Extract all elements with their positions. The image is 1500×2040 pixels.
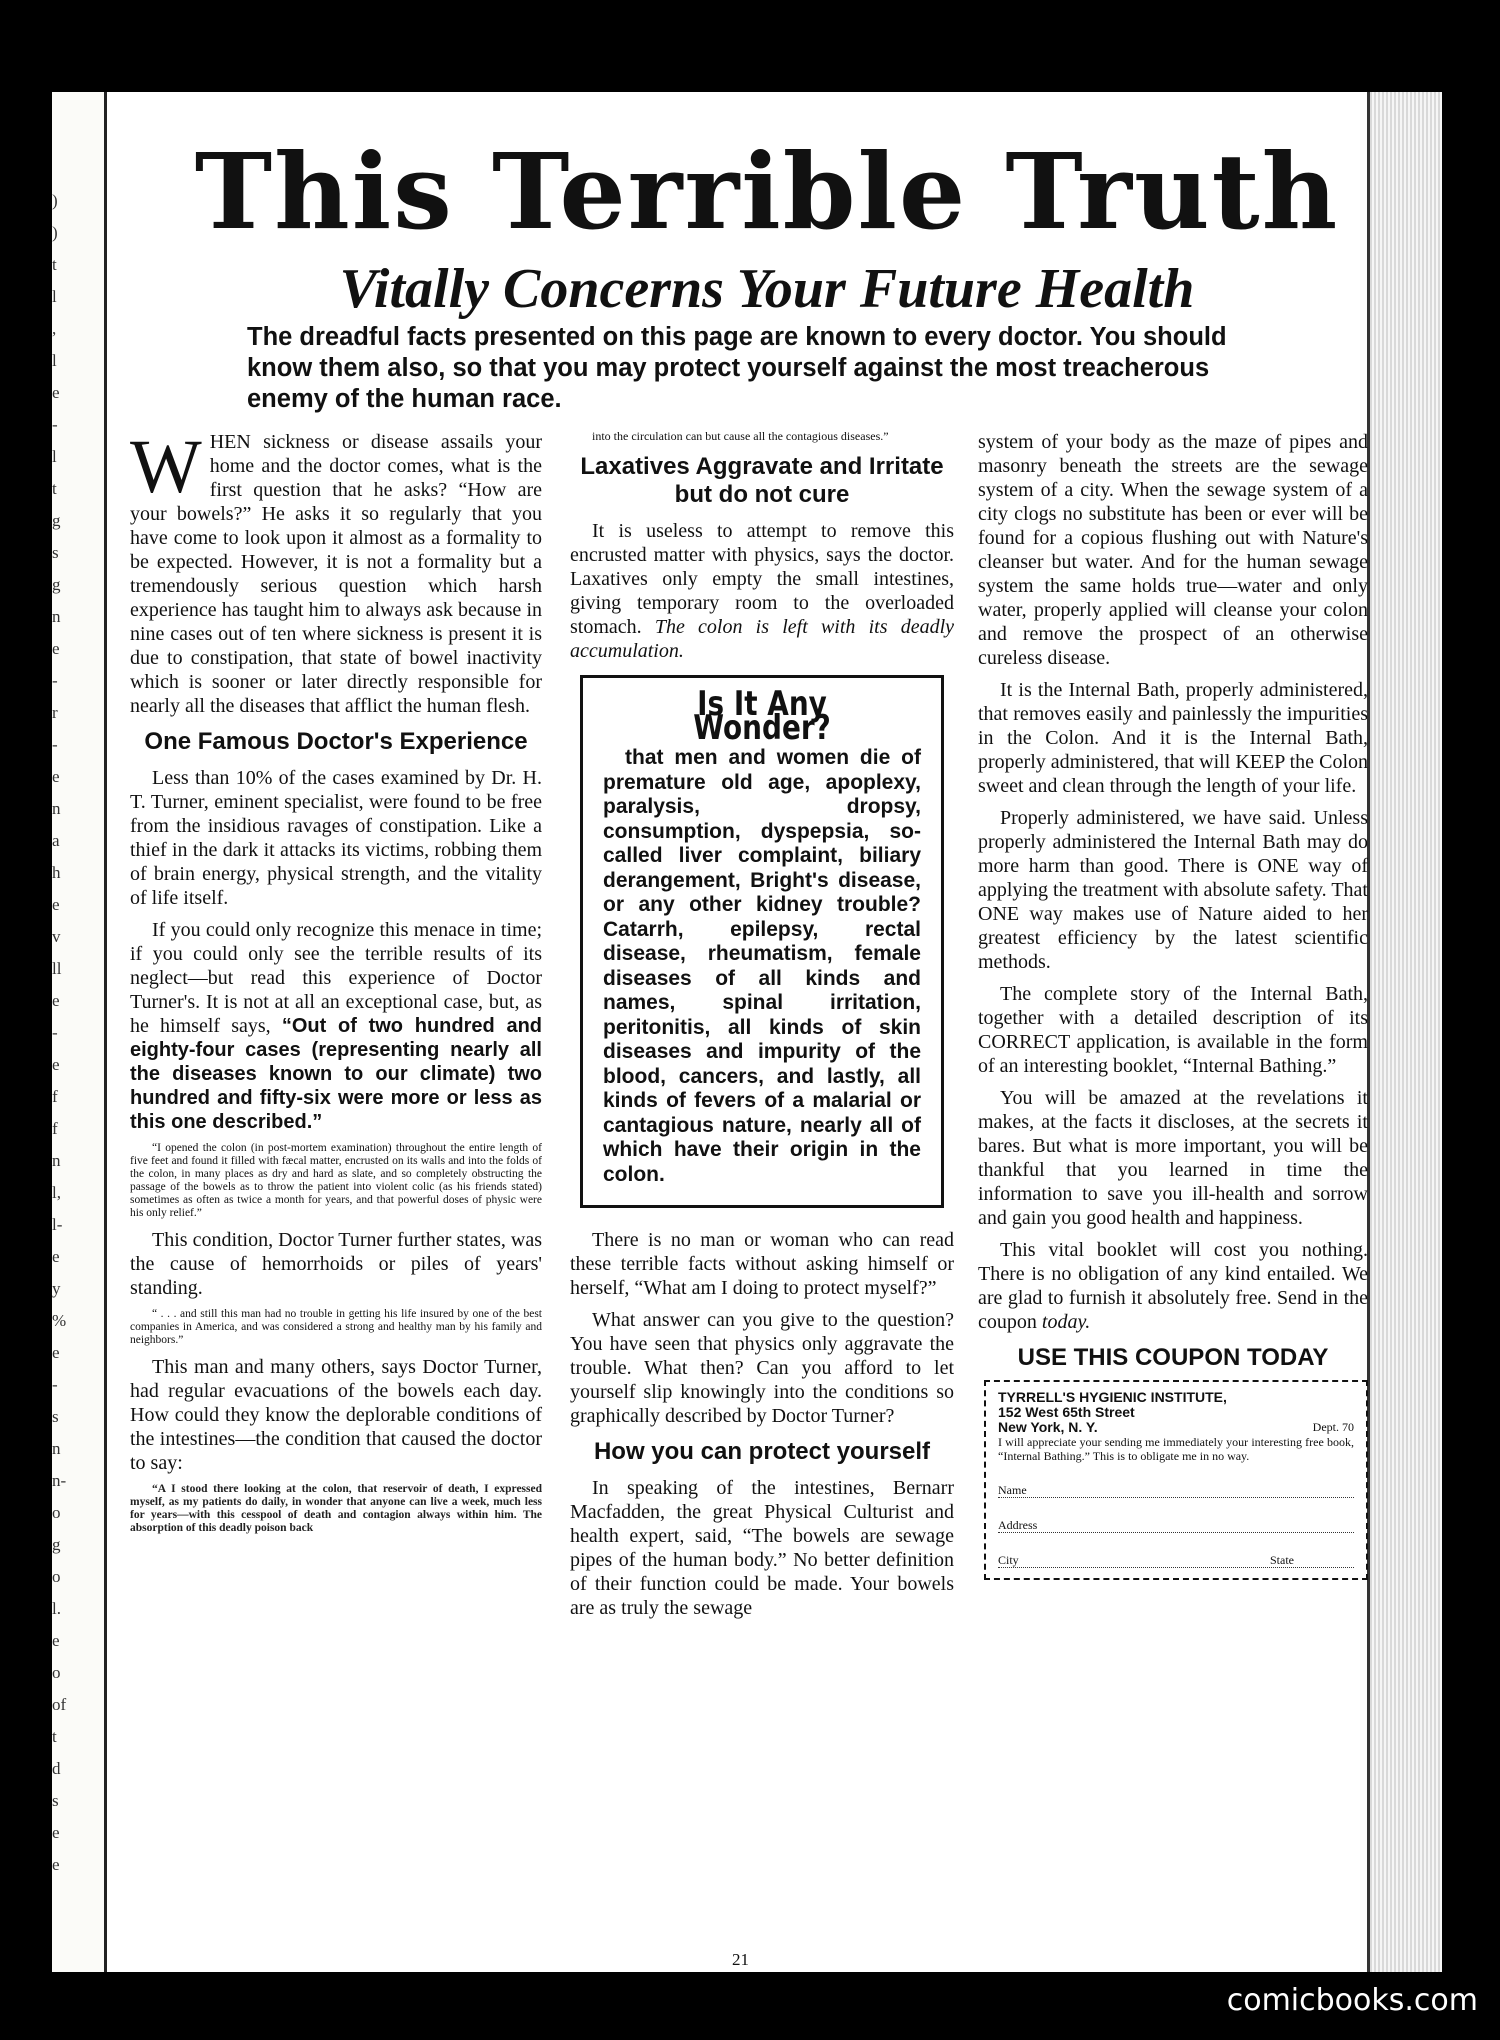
facing-page-fragment: e [52,1855,60,1874]
facing-page-fragment: e [52,991,60,1010]
body-paragraph: The complete story of the Internal Bath, together with a detailed description of its CORRECT application, is available in the form of an interesting booklet, “Internal Bathing.” [978,983,1368,1077]
facing-page-fragment: g [52,575,61,594]
facing-page-fragment: n [52,1151,61,1170]
body-paragraph: It is the Internal Bath, properly administered, that removes easily and painlessly the impurities in the Colon. And it is the Internal Bath, properly administered, that will KEEP the Colon sweet and clean through the length of your life. [978,679,1368,797]
facing-page-fragment: % [52,1311,67,1330]
facing-page-fragment: - [52,415,58,434]
facing-page-fragment: f [52,1087,58,1106]
italic-text: today. [1041,1311,1091,1333]
coupon-city-row [998,1420,1354,1435]
box-body: that men and women die of premature old age, apoplexy, paralysis, dropsy, consumption, dyspepsia, so-called liver complaint, biliary derangement, Bright's disease, or any other kidney trouble? Catarrh, epilepsy, rectal disease, rheumatism, female diseases of all kinds and names, spinal irritation, peritonitis, all kinds of skin diseases and impurity of the blood, cancers, and lastly, all kinds of fevers of a malarial or cantagious nature, nearly all of which have their origin in the colon. [603,746,921,1186]
facing-page-fragment: s [52,1407,59,1426]
facing-page-fragment: e [52,767,60,786]
state-label: State [1270,1553,1294,1567]
facing-page-fragment: e [52,639,60,658]
body-text: If you could only recognize this menace in time; if you could only see the terrible results of its neglect—but read this experience of Doctor Turner's. It is not at all an exceptional case, but, as he himself says, [130,919,542,1037]
facing-page-edge [52,92,107,1972]
page-number: 21 [732,1950,749,1969]
wonder-box [580,675,944,1208]
doctor-quote: “A I stood there looking at the colon, that reservoir of death, I expressed myself, as my patients do daily, in wonder that anyone can live a week, much less for years—with this cesspool of death and contagion always within him. The absorption of this deadly poison back [130,1483,542,1534]
body-paragraph [130,918,542,1134]
italic-text: The colon is left with its deadly accumulation. [570,616,955,662]
facing-page-fragment: d [52,1759,61,1778]
facing-page-fragment: h [52,863,61,882]
facing-page-fragment: y [52,1279,61,1298]
body-text: It is useless to attempt to remove this encrusted matter with physics, says the doctor. Laxatives only empty the small intestines, giving temporary room to the overloaded stomach. [570,520,954,638]
facing-page-fragment: n [52,607,61,626]
quote-continuation: into the circulation can but cause all the contagious diseases.” [592,429,889,443]
facing-page-fragment: t [52,1727,57,1746]
coupon-street: 152 West 65th Street [998,1404,1135,1420]
body-paragraph: Properly administered, we have said. Unless properly administered the Internal Bath may do more harm than good. There is ONE way of applying the treatment with absolute safety. That ONE way makes use of Nature aided to her greatest efficiency by the latest scientific methods. [978,807,1368,973]
facing-page-fragment: n [52,799,61,818]
address-label: Address [998,1518,1038,1532]
facing-page-fragment: e [52,1343,60,1362]
watermark: comicbooks.com [1226,1983,1478,2018]
facing-page-fragment: l [52,287,57,306]
body-paragraph: In speaking of the intestines, Bernarr Macfadden, the great Physical Culturist and health expert, said, “The bowels are sewage pipes of the human body.” No better definition of their function could be made. Your bowels are as truly the sewage [570,1477,954,1619]
intro-paragraph: The dreadful facts presented on this page are known to every doctor. You should know them also, so that you may protect yourself against the most treacherous enemy of the human race. [247,323,1227,413]
facing-page-fragment: l [52,351,57,370]
bold-quote: “Out of two hundred and eighty-four cases (representing nearly all the diseases known to our climate) two hundred and fifty-six were more or less as this one described.” [130,1015,543,1133]
address-field[interactable] [998,1518,1354,1533]
facing-page-fragment: e [52,1055,60,1074]
facing-page-fragment: o [52,1663,61,1682]
mail-coupon[interactable] [984,1380,1368,1580]
facing-page-fragment: - [52,735,58,754]
facing-page-fragment: f [52,1119,58,1138]
city-label: City [998,1553,1019,1567]
facing-page-fragment: ) [52,223,58,242]
body-paragraph: This man and many others, says Doctor Turner, had regular evacuations of the bowels each day. How could they know the deplorable conditions of the intestines—the condition that caused the doctor to say: [130,1356,542,1474]
facing-page-fragment: of [52,1695,67,1714]
facing-page-fragment: l [52,447,57,466]
facing-page-fragment: l, [52,1183,61,1202]
facing-page-fragment: l. [52,1599,61,1618]
facing-page-fragment: s [52,543,59,562]
facing-page-fragment: g [52,511,61,530]
facing-page-fragment: g [52,1535,61,1554]
facing-page-fragment: r [52,703,58,722]
facing-page-fragment: ) [52,191,58,210]
section-heading-doctor-experience: One Famous Doctor's Experience [144,728,528,755]
facing-page-fragment: e [52,383,60,402]
column-1 [130,425,543,1543]
coupon-dept: Dept. 70 [1312,1420,1354,1434]
facing-page-fragment: e [52,1631,60,1650]
subheadline: Vitally Concerns Your Future Health [339,258,1195,320]
coupon-request-text: I will appreciate your sending me immediately your interesting free book, “Internal Bathing.” This is to obligate me in no way. [998,1435,1354,1463]
body-paragraph [570,519,954,663]
facing-page-fragment: - [52,1375,58,1394]
book-page-edges [1367,92,1442,1972]
facing-page-fragment: s [52,1791,59,1810]
facing-page-fragment: o [52,1503,61,1522]
doctor-quote: “ . . . and still this man had no trouble in getting his life insured by one of the best companies in America, and was considered a strong and healthy man by his family and neighbors.” [130,1308,542,1346]
name-label: Name [998,1483,1027,1497]
city-state-field[interactable] [998,1553,1354,1568]
facing-page-fragment: n- [52,1471,67,1490]
facing-page-fragment: t [52,255,57,274]
body-paragraph: There is no man or woman who can read these terrible facts without asking himself or herself, “What am I doing to protect myself?” [570,1229,954,1299]
section-heading-laxatives: Laxatives Aggravate and Irritate but do not cure [580,453,944,508]
body-paragraph: Less than 10% of the cases examined by Dr. H. T. Turner, eminent specialist, were found to be free from the insidious ravages of constipation. Like a thief in the dark it attacks its victims, robbing them of brain energy, physical strength, and the vitality of life itself. [130,767,542,909]
facing-page-fragment: n [52,1439,61,1458]
coupon-heading: USE THIS COUPON TODAY [1017,1344,1329,1371]
drop-cap: W [130,425,202,509]
name-field[interactable] [998,1483,1354,1498]
body-paragraph: This condition, Doctor Turner further states, was the cause of hemorrhoids or piles of years' standing. [130,1229,542,1299]
facing-page-fragment: , [52,319,57,338]
facing-page-fragment: t [52,479,57,498]
doctor-quote: “I opened the colon (in post-mortem examination) throughout the entire length of five feet and found it filled with fæcal matter, encrusted on its walls and into the folds of the colon, in many places as dry and hard as slate, and so completely obstructing the passage of the bowels as to throw the patient into violent colic (as his friends stated) sometimes as often as twice a month for years, and that powerful doses of physic were his only relief.” [130,1142,542,1219]
headline: This Terrible Truth [194,130,1340,253]
body-paragraph: system of your body as the maze of pipes and masonry beneath the streets are the sewage system of a city. When the sewage system of a city clogs no substitute has been or ever will be found for a copious flushing out with Nature's cleanser but water. And for the human sewage system the same holds true—water and only water, properly applied will cleanse your colon and remove the prospect of an otherwise cureless disease. [978,431,1368,669]
magazine-page [52,92,1442,1972]
facing-page-fragment: l- [52,1215,63,1234]
opening-text: HEN sickness or disease assails your home and the doctor comes, what is the first question that he asks? “How are your bowels?” He asks it so regularly that you have come to look upon it almost as a formality to be expected. However, it is not a formality but a tremendously serious question which harsh experience has taught him to always ask because in nine cases out of ten where sickness is present it is due to constipation, that state of bowel inactivity which is sooner or later directly responsible for nearly all the diseases that afflict the human flesh. [130,431,542,717]
facing-page-fragment: e [52,895,60,914]
facing-page-fragment: o [52,1567,61,1586]
body-paragraph: What answer can you give to the question? You have seen that physics only aggravate the trouble. What then? Can you afford to let yourself slip knowingly into the conditions so graphically described by Doctor Turner? [570,1309,954,1427]
body-paragraph [978,1238,1368,1334]
facing-page-fragment: a [52,831,60,850]
facing-page-fragment: v [52,927,61,946]
opening-paragraph [130,425,542,718]
facing-page-fragment: - [52,671,58,690]
facing-page-fragment: ll [52,959,62,978]
box-title: Is It Any Wonder? [693,684,831,748]
column-2 [570,430,954,1628]
coupon-city: New York, N. Y. [998,1419,1098,1435]
coupon-company: TYRRELL'S HYGIENIC INSTITUTE, [998,1389,1227,1405]
facing-page-fragment: e [52,1823,60,1842]
body-paragraph: You will be amazed at the revelations it makes, at the facts it discloses, at the secrets it bares. But what is more important, you will be thankful that you learned in time the information to save you ill-health and sorrow and gain you good health and happiness. [978,1087,1368,1229]
facing-page-fragment: - [52,1023,58,1042]
section-heading-protect: How you can protect yourself [593,1438,931,1465]
column-3 [978,430,1368,1580]
facing-page-fragment: e [52,1247,60,1266]
body-text: This vital booklet will cost you nothing. There is no obligation of any kind entailed. We are glad to furnish it absolutely free. Send in the coupon [978,1239,1368,1333]
